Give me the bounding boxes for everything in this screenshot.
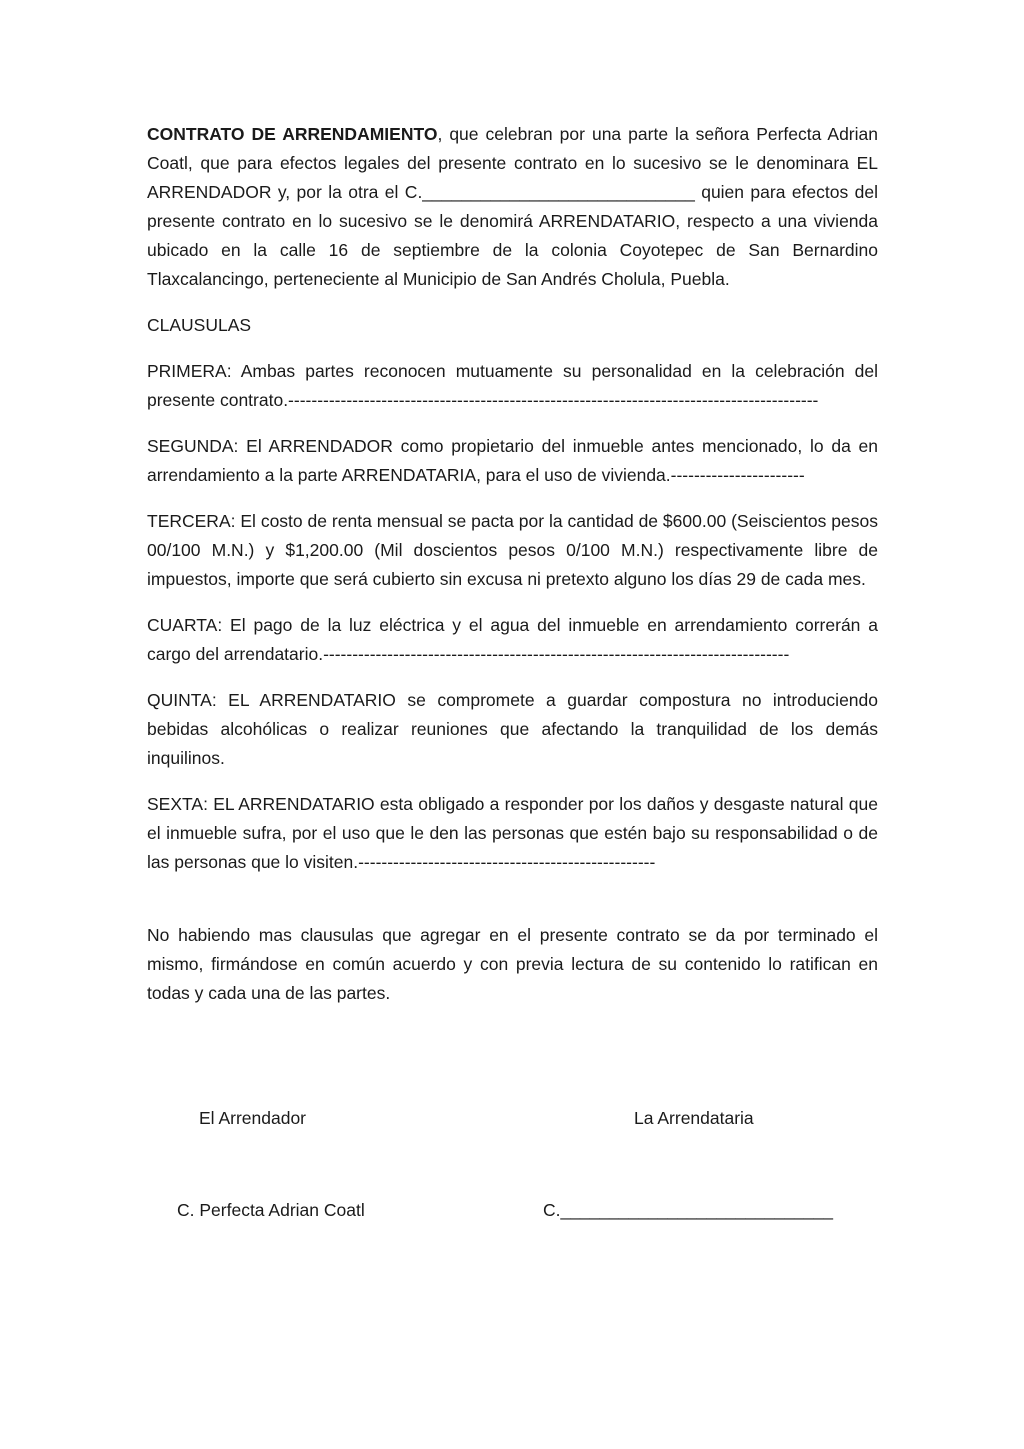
clause-primera: PRIMERA: Ambas partes reconocen mutuamente su personalidad en la celebración del presente contrato.------------------------------------------------------------------------------------------- bbox=[147, 361, 878, 410]
clauses-heading: CLAUSULAS bbox=[147, 315, 252, 335]
intro-body: , que celebran por una parte la señora Perfecta Adrian Coatl, que para efectos legales del presente contrato en lo sucesivo se le denominara EL ARRENDADOR y, por la otra el C.____________________________ quien para efectos del presente contrato en lo sucesivo se le denomirá ARRENDATARIO, respecto a una vivienda ubicado en la calle 16 de septiembre de la colonia Coyotepec de San Bernardino Tlaxcalancingo, perteneciente al Municipio de San Andrés Cholula, Puebla. bbox=[147, 124, 878, 289]
signature-role-left: El Arrendador bbox=[199, 1108, 307, 1128]
contract-title: CONTRATO DE ARRENDAMIENTO bbox=[147, 124, 438, 144]
signature-role-right: La Arrendataria bbox=[634, 1108, 754, 1128]
clause-tercera: TERCERA: El costo de renta mensual se pacta por la cantidad de $600.00 (Seiscientos pesos 00/100 M.N.) y $1,200.00 (Mil doscientos pesos 0/100 M.N.) respectivamente libre de impuestos, importe que será cubierto sin excusa ni pretexto alguno los días 29 de cada mes. bbox=[147, 511, 878, 589]
intro-paragraph bbox=[147, 120, 878, 294]
clause-cuarta: CUARTA: El pago de la luz eléctrica y el agua del inmueble en arrendamiento correrán a cargo del arrendatario.-------------------------------------------------------------------------------- bbox=[147, 615, 878, 664]
closing-paragraph: No habiendo mas clausulas que agregar en el presente contrato se da por terminado el mismo, firmándose en común acuerdo y con previa lectura de su contenido lo ratifican en todas y cada una de las partes. bbox=[147, 925, 878, 1003]
signature-name-left: C. Perfecta Adrian Coatl bbox=[177, 1200, 365, 1220]
clause-segunda: SEGUNDA: El ARRENDADOR como propietario del inmueble antes mencionado, lo da en arrendamiento a la parte ARRENDATARIA, para el uso de vivienda.----------------------- bbox=[147, 436, 878, 485]
contract-document bbox=[147, 120, 878, 1025]
clause-sexta: SEXTA: EL ARRENDATARIO esta obligado a responder por los daños y desgaste natural que el inmueble sufra, por el uso que le den las personas que estén bajo su responsabilidad o de las personas que lo visiten.--------------------------------------------------- bbox=[147, 794, 878, 872]
signature-name-right: C.____________________________ bbox=[543, 1200, 834, 1220]
clause-quinta: QUINTA: EL ARRENDATARIO se compromete a guardar compostura no introduciendo bebidas alcohólicas o realizar reuniones que afectando la tranquilidad de los demás inquilinos. bbox=[147, 690, 878, 768]
